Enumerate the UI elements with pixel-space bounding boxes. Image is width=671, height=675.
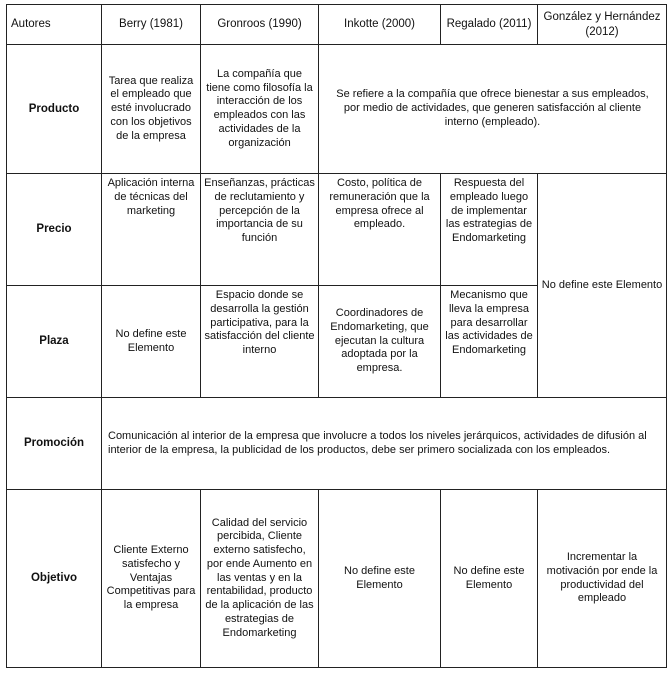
objetivo-berry: Cliente Externo satisfecho y Ventajas Competitivas para la empresa [102,490,201,668]
header-gronroos: Gronroos (1990) [201,5,319,45]
plaza-inkotte: Coordinadores de Endomarketing, que ejecutan la cultura adoptada por la empresa. [319,286,441,398]
precio-regalado: Respuesta del empleado luego de implementar las estrategias de Endomarketing [441,174,538,286]
row-producto [7,45,667,174]
header-berry: Berry (1981) [102,5,201,45]
precio-gronroos: Enseñanzas, prácticas de reclutamiento y percepción de la importancia de su función [201,174,319,286]
header-autores: Autores [7,5,102,45]
header-row [7,5,667,45]
header-inkotte: Inkotte (2000) [319,5,441,45]
row-label-objetivo: Objetivo [7,490,102,668]
plaza-berry: No define este Elemento [102,286,201,398]
row-label-precio: Precio [7,174,102,286]
plaza-regalado: Mecanismo que lleva la empresa para desarrollar las actividades de Endomarketing [441,286,538,398]
objetivo-gronroos: Calidad del servicio percibida, Cliente externo satisfecho, por ende Aumento en las ventas y en la rentabilidad, producto de la aplicación de las estrategias de Endomarketing [201,490,319,668]
plaza-gronroos: Espacio donde se desarrolla la gestión participativa, para la satisfacción del cliente interno [201,286,319,398]
promocion-merged: Comunicación al interior de la empresa que involucre a todos los niveles jerárquicos, actividades de difusión al interior de la empresa, la publicidad de los productos, debe ser primero socializada con los empleados. [102,398,667,490]
objetivo-gonzalez: Incrementar la motivación por ende la productividad del empleado [538,490,667,668]
producto-merged: Se refiere a la compañía que ofrece bienestar a sus empleados, por medio de actividades, que generen satisfacción al cliente interno (empleado). [319,45,667,174]
precio-inkotte: Costo, política de remuneración que la empresa ofrece al empleado. [319,174,441,286]
authors-comparison-table [6,4,667,668]
producto-gronroos: La compañía que tiene como filosofía la interacción de los empleados con las actividades de la organización [201,45,319,174]
row-label-promocion: Promoción [7,398,102,490]
objetivo-inkotte: No define este Elemento [319,490,441,668]
row-promocion [7,398,667,490]
objetivo-regalado: No define este Elemento [441,490,538,668]
header-gonzalez: González y Hernández (2012) [538,5,667,45]
header-regalado: Regalado (2011) [441,5,538,45]
producto-berry: Tarea que realiza el empleado que esté involucrado con los objetivos de la empresa [102,45,201,174]
gonzalez-merged: No define este Elemento [538,174,667,398]
row-precio [7,174,667,286]
row-objetivo [7,490,667,668]
precio-berry: Aplicación interna de técnicas del marketing [102,174,201,286]
row-label-plaza: Plaza [7,286,102,398]
row-label-producto: Producto [7,45,102,174]
